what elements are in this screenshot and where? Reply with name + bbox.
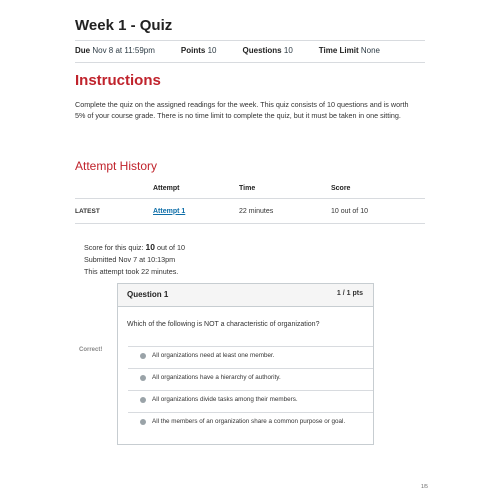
column-header-attempt: Attempt — [153, 178, 239, 199]
points-meta — [181, 46, 221, 55]
attempt-time: 22 minutes — [239, 199, 331, 224]
due-label: Due — [75, 46, 91, 55]
page-title: Week 1 - Quiz — [75, 17, 173, 34]
column-header-score: Score — [331, 178, 425, 199]
instructions-heading: Instructions — [75, 72, 161, 89]
questions-value: 10 — [283, 46, 293, 55]
divider — [128, 346, 373, 347]
radio-icon[interactable] — [140, 397, 146, 403]
page-number: 1/5 — [421, 484, 428, 490]
questions-meta — [243, 46, 297, 55]
answer-option[interactable] — [128, 412, 373, 430]
attempt-1-link[interactable]: Attempt 1 — [153, 207, 186, 215]
divider — [128, 412, 373, 413]
points-value: 10 — [207, 46, 217, 55]
answer-label: All the members of an organization share a common purpose or goal. — [152, 418, 346, 425]
answer-label: All organizations divide tasks among their members. — [152, 396, 298, 403]
radio-icon[interactable] — [140, 375, 146, 381]
answer-option[interactable] — [128, 368, 373, 386]
attempt-summary — [84, 241, 185, 278]
question-title: Question 1 — [127, 290, 169, 299]
due-meta — [75, 46, 159, 55]
score-prefix: Score for this quiz: — [84, 243, 144, 252]
due-value: Nov 8 at 11:59pm — [92, 46, 155, 55]
time-limit-label: Time Limit — [318, 46, 359, 55]
time-limit-meta — [319, 46, 384, 55]
time-limit-value: None — [360, 46, 380, 55]
radio-icon[interactable] — [140, 419, 146, 425]
points-label: Points — [180, 46, 206, 55]
column-header-time: Time — [239, 178, 331, 199]
divider — [128, 390, 373, 391]
duration-line: This attempt took 22 minutes. — [84, 267, 179, 276]
attempt-history-table — [75, 178, 425, 224]
answer-label: All organizations have a hierarchy of authority. — [152, 374, 281, 381]
instructions-text: Complete the quiz on the assigned readings for the week. This quiz consists of 10 questions and is worth 5% of your course grade. There is no time limit to complete the quiz, but it must be taken in one sitting. — [75, 100, 409, 120]
divider — [75, 40, 425, 41]
divider — [75, 62, 425, 63]
table-row — [75, 199, 425, 224]
column-header — [75, 178, 153, 199]
question-card — [117, 283, 374, 445]
question-points: 1 / 1 pts — [336, 290, 363, 297]
score-line — [84, 241, 185, 254]
question-header — [118, 284, 373, 307]
correct-label: Correct! — [79, 347, 103, 353]
submitted-line: Submitted Nov 7 at 10:13pm — [84, 255, 176, 264]
latest-tag: LATEST — [75, 199, 153, 224]
question-text: Which of the following is NOT a characteristic of organization? — [127, 321, 320, 328]
divider — [128, 368, 373, 369]
answer-option[interactable] — [128, 390, 373, 408]
attempt-history-heading: Attempt History — [75, 159, 158, 173]
answer-label: All organizations need at least one member. — [152, 352, 275, 359]
score-suffix: out of 10 — [157, 243, 185, 252]
score-value: 10 — [145, 242, 155, 252]
quiz-meta — [75, 46, 406, 55]
table-header-row — [75, 178, 425, 199]
answer-option[interactable] — [128, 346, 373, 364]
radio-icon[interactable] — [140, 353, 146, 359]
questions-label: Questions — [242, 46, 282, 55]
attempt-score: 10 out of 10 — [331, 199, 425, 224]
